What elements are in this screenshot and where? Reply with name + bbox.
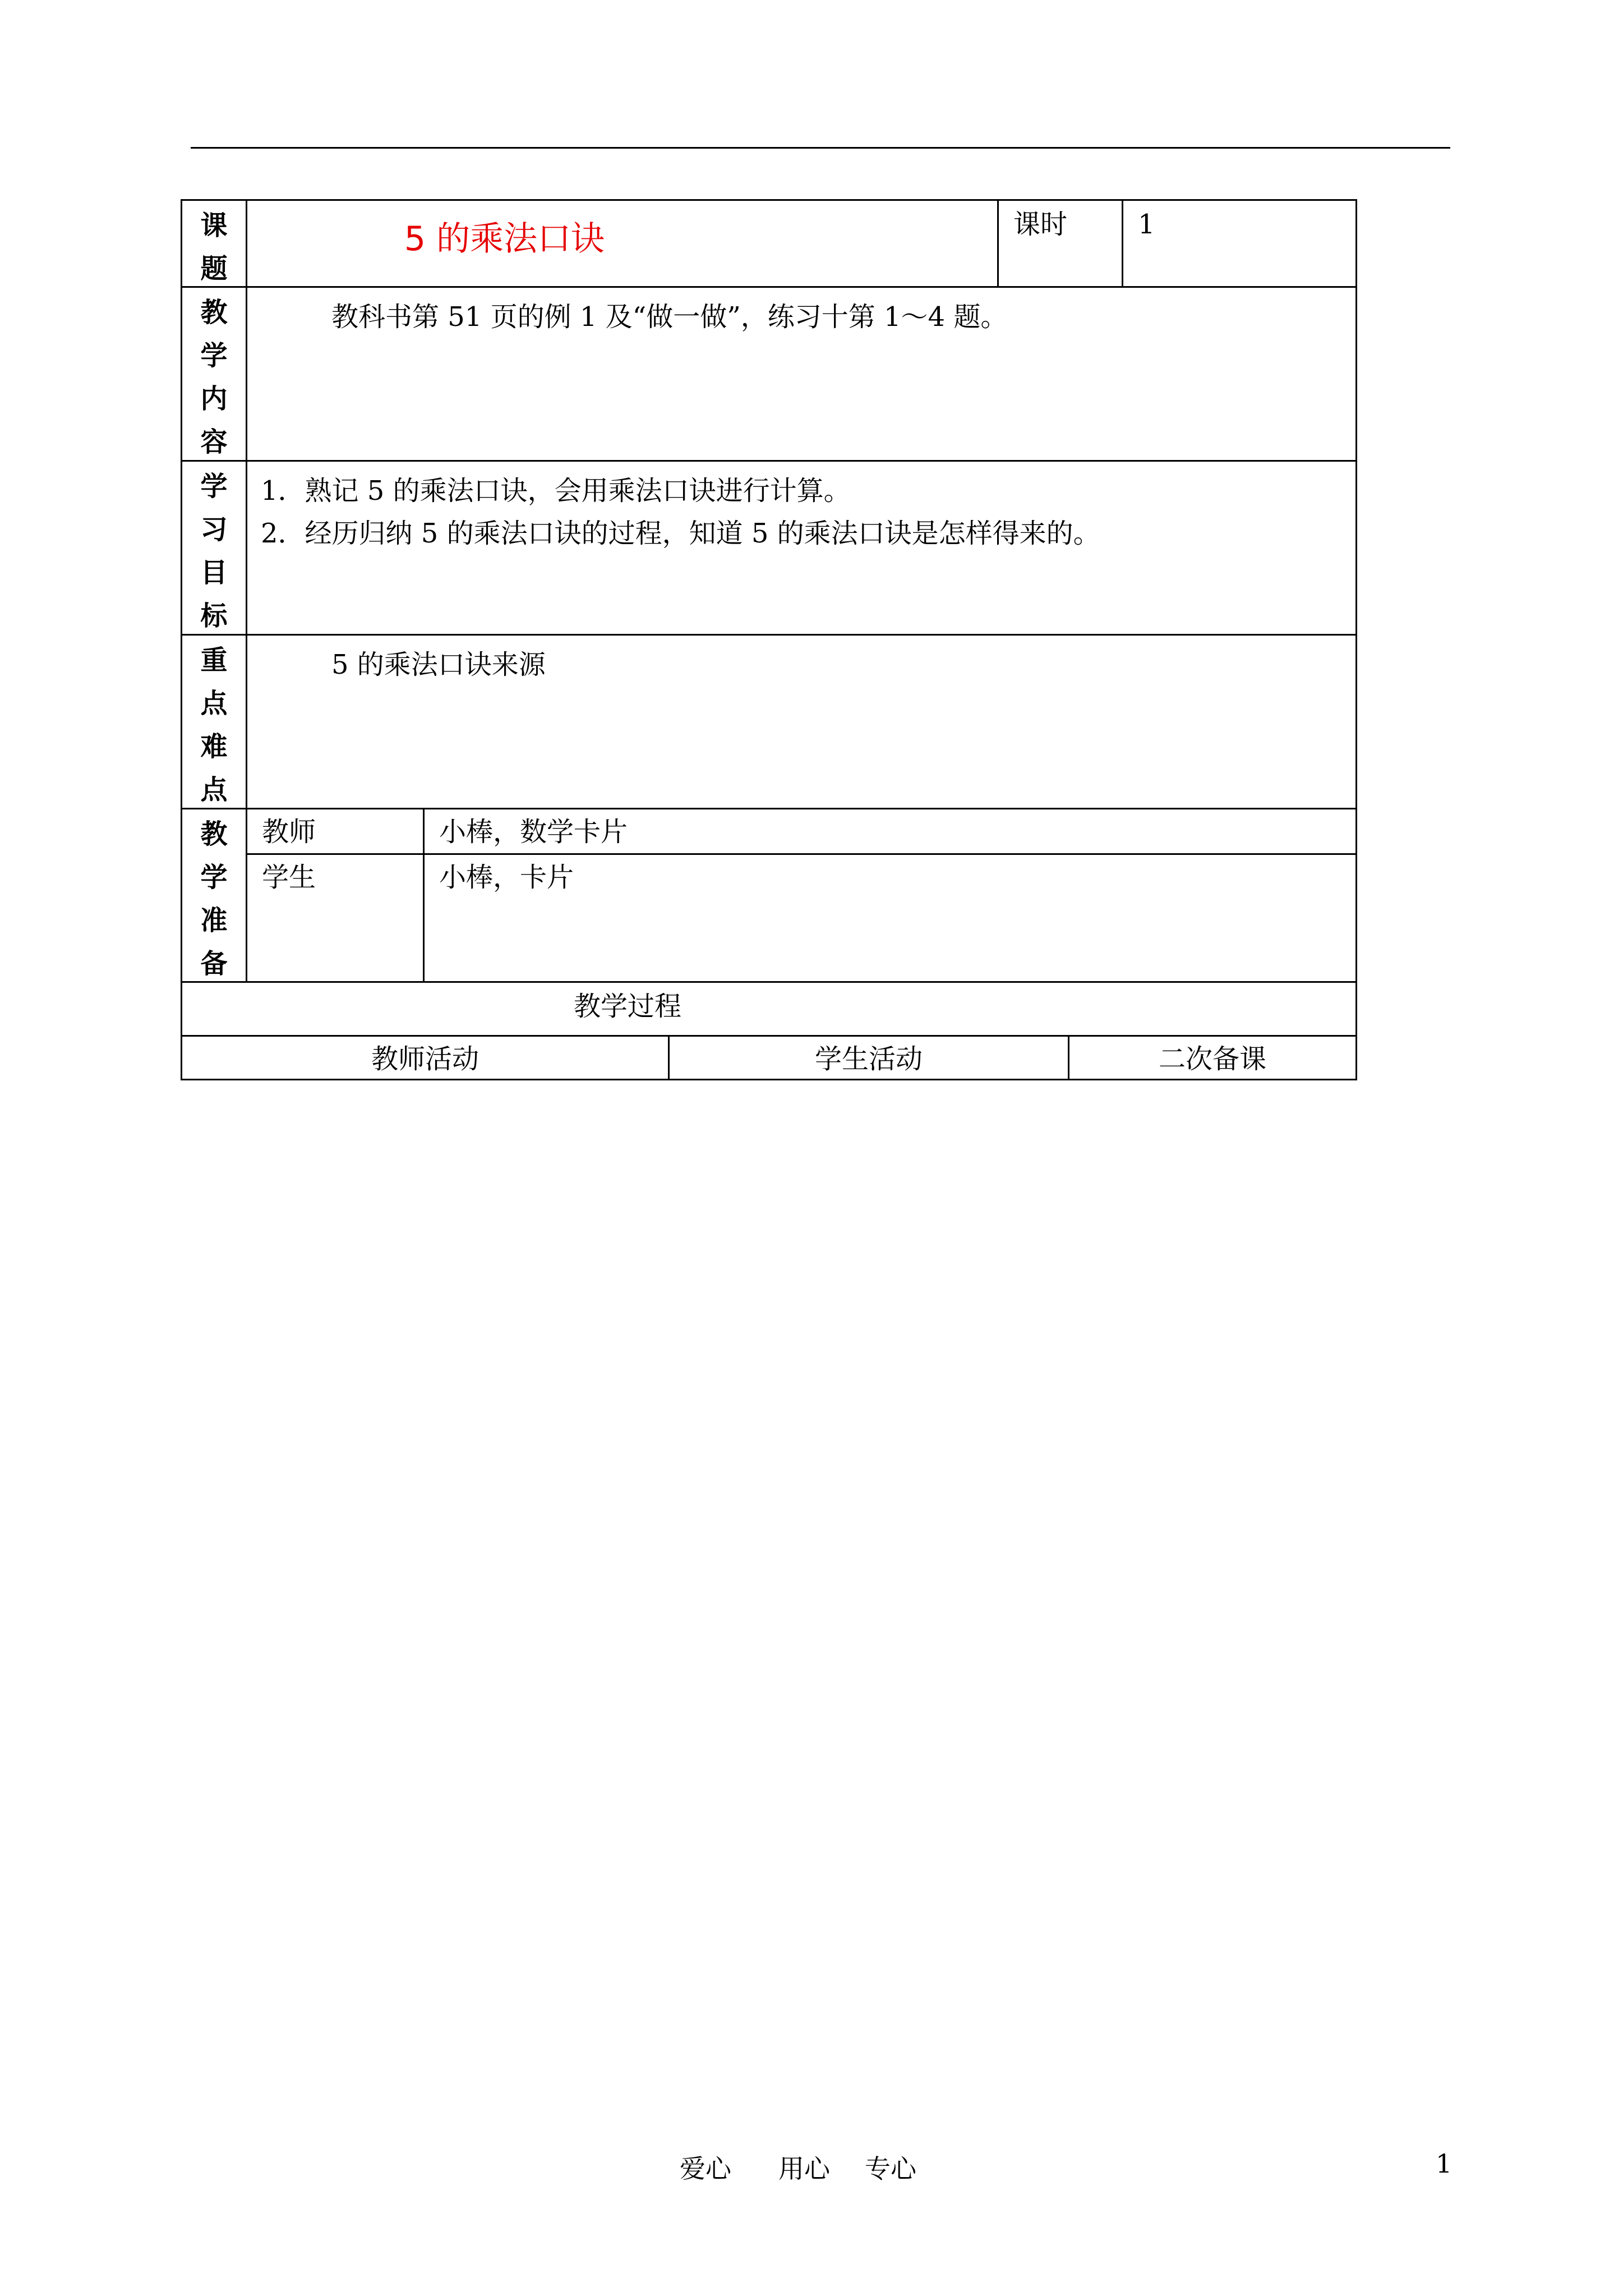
prep-what: 小棒，卡片 — [439, 862, 574, 893]
prep-row — [181, 808, 1357, 981]
goals-list — [247, 462, 1355, 634]
header-rule — [191, 147, 1450, 149]
label-char: 学 — [200, 862, 228, 893]
column-second-prep: 二次备课 — [1158, 1043, 1266, 1075]
prep-teacher-row — [247, 809, 1355, 853]
label-char: 课 — [200, 210, 228, 241]
lesson-plan-table — [181, 199, 1357, 1080]
label-char: 习 — [200, 514, 228, 545]
label-char: 题 — [200, 253, 228, 284]
label-char: 难 — [200, 731, 228, 762]
prep-table — [247, 809, 1355, 981]
prep-who: 教师 — [247, 809, 425, 853]
label-char: 学 — [200, 471, 228, 502]
content-text: 教科书第 51 页的例 1 及“做一做”，练习十第 1～4 题。 — [331, 301, 1008, 333]
label-char: 准 — [200, 905, 228, 936]
footer-slogan-3: 专心 — [865, 2154, 916, 2184]
goals-row — [181, 460, 1357, 634]
label-char: 点 — [200, 774, 228, 806]
period-label: 课时 — [999, 201, 1123, 286]
label-char: 备 — [200, 948, 228, 979]
topic-label — [182, 201, 247, 286]
column-teacher-activity: 教师活动 — [182, 1037, 670, 1079]
label-char: 重 — [200, 645, 228, 676]
label-char: 容 — [200, 426, 228, 458]
prep-student-row — [247, 853, 1355, 981]
footer-slogan-2: 用心 — [778, 2154, 830, 2184]
goal-item: 2．经历归纳 5 的乘法口诀的过程，知道 5 的乘法口诀是怎样得来的。 — [261, 518, 1100, 549]
label-char: 教 — [200, 297, 228, 328]
focus-row — [181, 634, 1357, 808]
column-student-activity: 学生活动 — [670, 1037, 1069, 1079]
process-title-row — [181, 981, 1357, 1035]
period-value: 1 — [1138, 209, 1155, 240]
process-columns-row — [181, 1035, 1357, 1080]
label-char: 内 — [200, 383, 228, 415]
lesson-title: 5 的乘法口诀 — [247, 201, 999, 286]
label-char: 教 — [200, 818, 228, 850]
label-char: 目 — [200, 557, 228, 588]
focus-label — [182, 636, 247, 808]
topic-row — [181, 199, 1357, 286]
prep-who: 学生 — [247, 855, 425, 981]
goal-item: 1．熟记 5 的乘法口诀，会用乘法口诀进行计算。 — [261, 475, 851, 507]
content-row — [181, 286, 1357, 460]
page-number: 1 — [1436, 2148, 1453, 2179]
goals-label — [182, 462, 247, 634]
content-label — [182, 288, 247, 460]
process-title: 教学过程 — [574, 991, 682, 1022]
footer-slogan-1: 爱心 — [680, 2154, 731, 2184]
focus-text: 5 的乘法口诀来源 — [331, 649, 546, 680]
label-char: 标 — [200, 600, 228, 632]
label-char: 点 — [200, 688, 228, 719]
prep-label — [182, 809, 247, 981]
label-char: 学 — [200, 340, 228, 371]
prep-what: 小棒，数学卡片 — [439, 816, 628, 848]
